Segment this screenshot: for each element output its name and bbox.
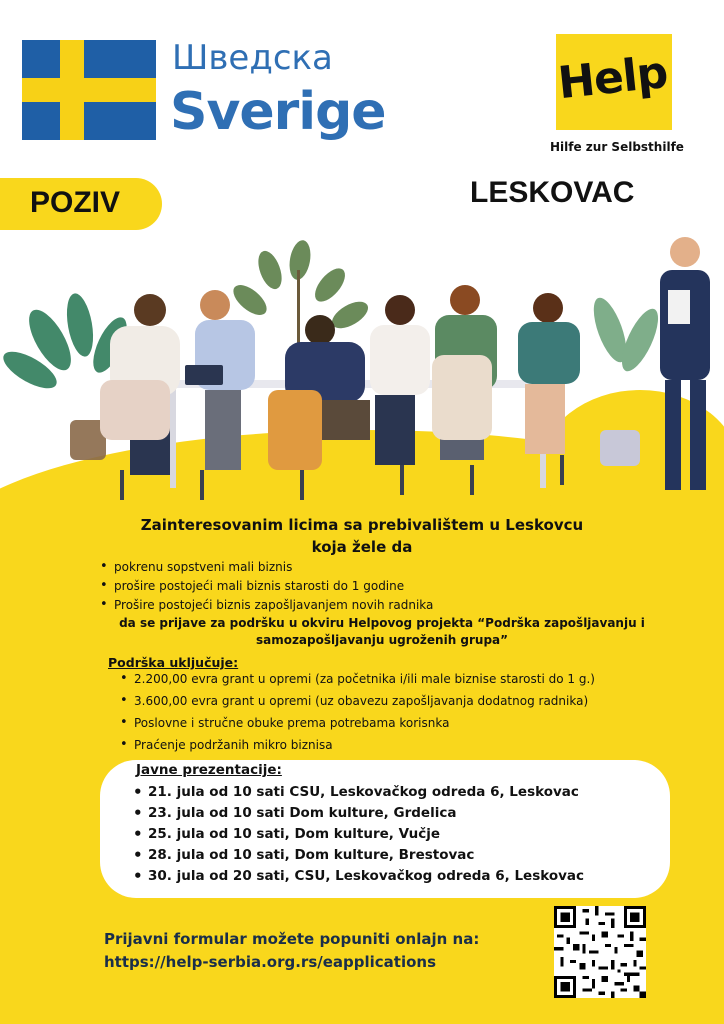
list-item: • prošire postojeći mali biznis starosti do 1 godine	[98, 579, 433, 598]
list-item: • 21. jula od 10 sati CSU, Leskovačkog odreda 6, Leskovac	[132, 782, 584, 803]
presentations-title: Javne prezentacije:	[136, 762, 282, 778]
qr-code-icon[interactable]	[554, 906, 646, 998]
plant-right-illustration	[587, 294, 665, 466]
person-1-illustration	[100, 294, 180, 475]
person-2-illustration	[185, 290, 255, 470]
list-item: • 30. jula od 20 sati, CSU, Leskovačkog odreda 6, Leskovac	[132, 866, 584, 887]
list-item: • Praćenje podržanih mikro biznisa	[118, 734, 595, 756]
intro-line-1: Zainteresovanim licima sa prebivalištem u Leskovcu	[140, 516, 584, 534]
help-logo: Help	[555, 46, 670, 110]
sweden-flag-icon	[22, 40, 156, 140]
footer-instruction: Prijavni formular možete popuniti onlajn na:	[104, 930, 480, 948]
city-title: LESKOVAC	[470, 176, 635, 209]
poziv-label: POZIV	[30, 186, 121, 219]
sweden-cyrillic-label: Шведска	[172, 38, 333, 78]
chairs-illustration	[120, 455, 564, 500]
person-3-illustration	[268, 315, 370, 470]
sweden-latin-label: Sverige	[170, 82, 386, 142]
intro-line-2: koja žele da	[311, 538, 413, 556]
list-item: • 23. jula od 10 sati Dom kulture, Grdelica	[132, 803, 584, 824]
help-tagline: Hilfe zur Selbsthilfe	[550, 140, 684, 154]
person-4-illustration	[370, 295, 430, 465]
person-5-illustration	[432, 285, 497, 460]
person-standing-illustration	[660, 237, 710, 490]
goals-list	[98, 560, 433, 617]
person-6-illustration	[518, 293, 580, 454]
support-title: Podrška uključuje:	[108, 655, 239, 670]
office-meeting-illustration	[0, 230, 724, 520]
list-item: • pokrenu sopstveni mali biznis	[98, 560, 433, 579]
apply-line-1: da se prijave za podršku u okviru Helpovog projekta “Podrška zapošljavanju i	[119, 616, 645, 630]
list-item: • 2.200,00 evra grant u opremi (za početnika i/ili male biznise starosti do 1 g.)	[118, 668, 595, 690]
list-item: • 28. jula od 10 sati, Dom kulture, Brestovac	[132, 845, 584, 866]
application-url-link[interactable]: https://help-serbia.org.rs/eapplications	[104, 953, 437, 971]
apply-line-2: samozapošljavanju ugroženih grupa”	[255, 633, 509, 647]
poziv-badge	[0, 178, 162, 230]
list-item: • Prošire postojeći biznis zapošljavanjem novih radnika	[98, 598, 433, 617]
list-item: • Poslovne i stručne obuke prema potrebama korisnka	[118, 712, 595, 734]
list-item: • 3.600,00 evra grant u opremi (uz obavezu zapošljavanja dodatnog radnika)	[118, 690, 595, 712]
presentations-list	[132, 782, 584, 887]
support-list	[118, 668, 595, 756]
list-item: • 25. jula od 10 sati, Dom kulture, Vučje	[132, 824, 584, 845]
